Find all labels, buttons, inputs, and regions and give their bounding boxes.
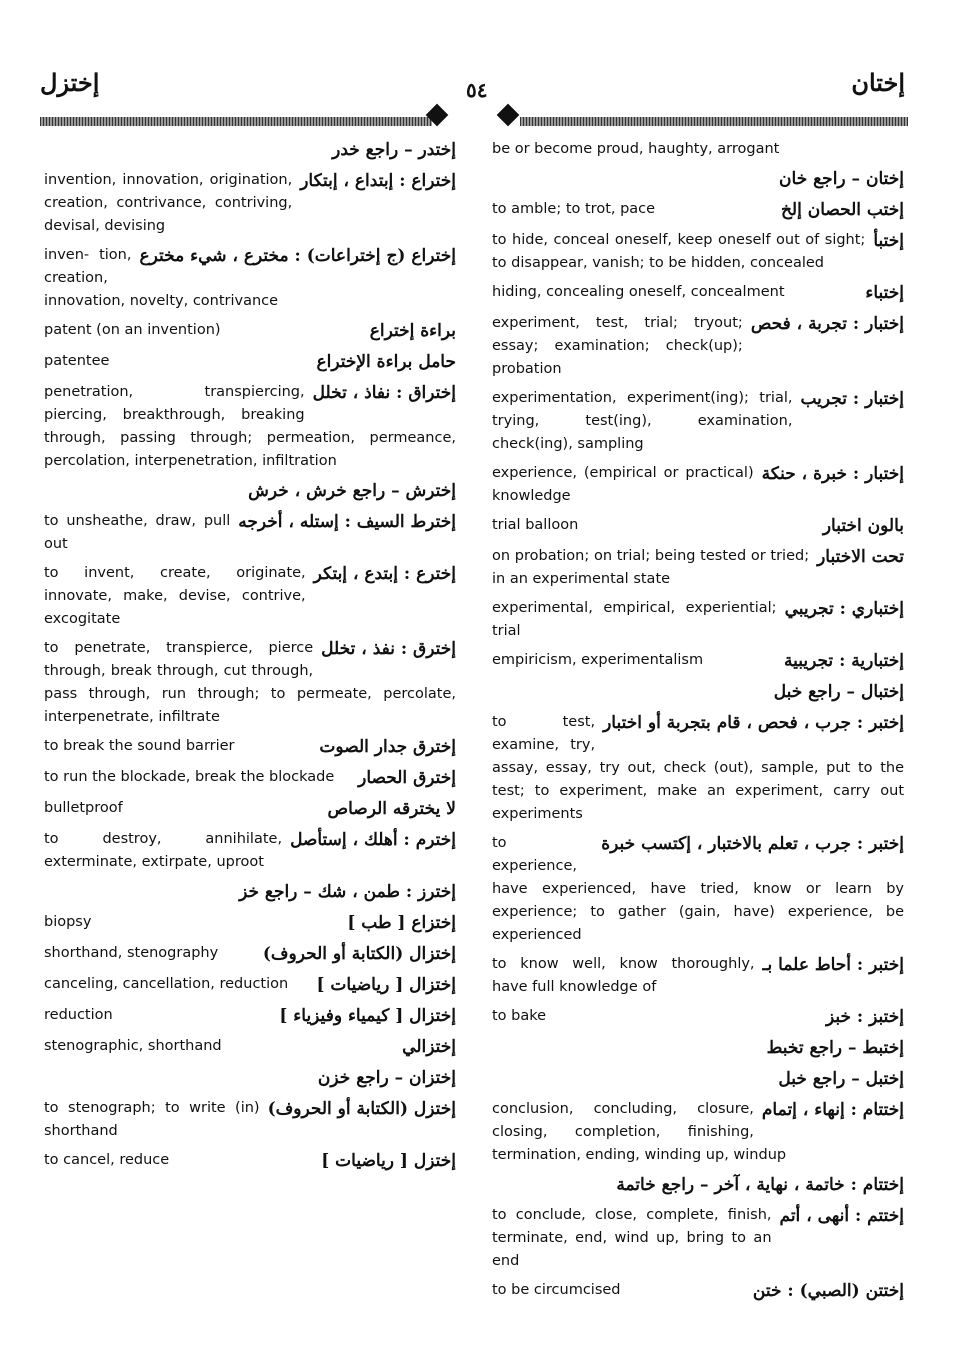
english-definition: to bake: [492, 1008, 547, 1024]
arabic-headword: إختزل (الكتابة أو الحروف): [267, 1099, 456, 1119]
arabic-headword: إخترز : طمن ، شك – راجع خز: [239, 882, 456, 902]
english-definition: experience, (empirical or practical) knowledge: [492, 465, 754, 504]
arabic-headword: إختبار : خبرة ، حنكة: [761, 464, 904, 484]
english-definition: to break the sound barrier: [44, 738, 235, 754]
dictionary-entry: [44, 797, 456, 822]
english-definition: to be circumcised: [492, 1282, 621, 1298]
arabic-headword: حامل براءة الإختراع: [316, 352, 456, 372]
dictionary-entry: [492, 229, 904, 275]
left-column: [44, 138, 456, 1180]
english-definition: invention, innovation, origination, creation, contrivance, contriving, devisal, devising: [44, 172, 293, 234]
arabic-headword: إختبارية : تجريبية: [783, 651, 904, 671]
dictionary-entry: [44, 510, 456, 556]
english-definition: to penetrate, transpierce, pierce through, break through, cut through, pass through, run through; to permeate, percolate, interpenetrate, infiltrate: [44, 640, 456, 725]
dictionary-entry: [44, 1097, 456, 1143]
arabic-headword: إخترق الحصار: [358, 768, 456, 788]
dictionary-entry: [492, 649, 904, 674]
english-definition: inven- tion, creation, innovation, novelty, contrivance: [44, 247, 279, 309]
dictionary-entry: [492, 1279, 904, 1304]
dictionary-entry: [492, 312, 904, 381]
english-definition: to conclude, close, complete, finish, terminate, end, wind up, bring to an end: [492, 1207, 772, 1269]
arabic-headword: إختبر : أحاط علما بـ: [762, 955, 904, 975]
arabic-headword: إخترق : نفذ ، تخلل: [321, 639, 456, 659]
arabic-headword: إختباء: [865, 283, 904, 303]
english-definition: shorthand, stenography: [44, 945, 219, 961]
arabic-headword: إختبار : تجربة ، فحص: [750, 314, 904, 334]
arabic-headword: إختزالي: [402, 1037, 456, 1057]
dictionary-entry: [44, 319, 456, 344]
english-definition: to unsheathe, draw, pull out: [44, 513, 231, 552]
english-definition: to destroy, annihilate, exterminate, extirpate, uproot: [44, 831, 283, 870]
dictionary-entry: [492, 711, 904, 826]
english-definition: to experience, have experienced, have tried, know or learn by experience; to gather (gain, have) experience, be experienced: [492, 835, 904, 943]
arabic-headword: إختراق : نفاذ ، تخلل: [312, 383, 456, 403]
arabic-headword: إختراع : إبتداع ، إبتكار: [300, 171, 456, 191]
dictionary-entry: [492, 545, 904, 591]
dictionary-entry: [44, 1066, 456, 1091]
arabic-headword: إختبز : خبز: [825, 1007, 904, 1027]
arabic-headword: إختدر – راجع خدر: [332, 140, 456, 160]
english-definition: patentee: [44, 353, 110, 369]
dictionary-entry: [44, 169, 456, 238]
english-definition: trial balloon: [492, 517, 579, 533]
right-column: [492, 138, 904, 1310]
dictionary-entry: [492, 514, 904, 539]
english-definition: conclusion, concluding, closure, closing, completion, finishing, termination, ending, winding up, windup: [492, 1101, 787, 1163]
dictionary-entry: [44, 880, 456, 905]
dictionary-entry: [44, 828, 456, 874]
dictionary-entry: [44, 244, 456, 313]
dictionary-entry: [44, 637, 456, 729]
arabic-headword: إختبأ: [873, 231, 904, 251]
arabic-headword: إخترع : إبتدع ، إبتكر: [313, 564, 456, 584]
english-definition: to cancel, reduce: [44, 1152, 170, 1168]
arabic-headword: إختزان – راجع خزن: [317, 1068, 456, 1088]
arabic-headword: تحت الاختبار: [817, 547, 904, 567]
english-definition: biopsy: [44, 914, 92, 930]
english-definition: on probation; on trial; being tested or tried; in an experimental state: [492, 548, 810, 587]
dictionary-entry: [492, 1036, 904, 1061]
arabic-headword: إختب الحصان إلخ: [780, 200, 904, 220]
dictionary-entry: [44, 1004, 456, 1029]
dictionary-entry: [492, 167, 904, 192]
arabic-headword: إختزال (الكتابة أو الحروف): [262, 944, 456, 964]
dictionary-entry: [492, 680, 904, 705]
arabic-headword: إختزال [ رياضيات ]: [316, 975, 456, 995]
english-definition: patent (on an invention): [44, 322, 221, 338]
arabic-headword: إختبال – راجع خبل: [773, 682, 904, 702]
english-definition: experimental, empirical, experiential; trial: [492, 600, 777, 639]
arabic-headword: إختتم : أنهى ، أتم: [779, 1206, 904, 1226]
page-number: ٥٤: [466, 78, 488, 102]
arabic-headword: إختبر : جرب ، فحص ، قام بتجربة أو اختبار: [603, 713, 904, 733]
dictionary-entry: [44, 911, 456, 936]
dictionary-entry: [44, 1149, 456, 1174]
english-definition: experimentation, experiment(ing); trial, trying, test(ing), examination, check(ing), sampling: [492, 390, 793, 452]
running-head-left: إختزل: [40, 68, 100, 97]
dictionary-entry: [44, 562, 456, 631]
header-rule-right: [520, 117, 908, 126]
english-definition: stenographic, shorthand: [44, 1038, 222, 1054]
arabic-headword: إختزاع [ طب ]: [347, 913, 456, 933]
english-definition: be or become proud, haughty, arrogant: [492, 141, 780, 157]
english-definition: hiding, concealing oneself, concealment: [492, 284, 785, 300]
arabic-headword: إخترق جدار الصوت: [319, 737, 456, 757]
english-definition: canceling, cancellation, reduction: [44, 976, 289, 992]
header-rule-left: [40, 117, 432, 126]
dictionary-entry: [44, 381, 456, 473]
dictionary-entry: [492, 597, 904, 643]
dictionary-entry: [492, 138, 904, 161]
dictionary-entry: [492, 1204, 904, 1273]
dictionary-entry: [44, 350, 456, 375]
english-definition: experiment, test, trial; tryout; essay; examination; check(up); probation: [492, 315, 743, 377]
dictionary-entry: [44, 973, 456, 998]
diamond-ornament-right: [497, 104, 520, 127]
english-definition: reduction: [44, 1007, 113, 1023]
running-head-right: إختان: [851, 68, 905, 97]
dictionary-entry: [492, 1005, 904, 1030]
english-definition: to invent, create, originate, innovate, make, devise, contrive, excogitate: [44, 565, 306, 627]
dictionary-entry: [492, 832, 904, 947]
arabic-headword: إختباري : تجريبي: [784, 599, 904, 619]
arabic-headword: إختزل [ رياضيات ]: [321, 1151, 456, 1171]
dictionary-entry: [492, 281, 904, 306]
english-definition: to run the blockade, break the blockade: [44, 769, 335, 785]
dictionary-entry: [492, 1173, 904, 1198]
english-definition: to hide, conceal oneself, keep oneself out of sight; to disappear, vanish; to be hidden, concealed: [492, 232, 866, 271]
arabic-headword: براءة إختراع: [369, 321, 456, 341]
arabic-headword: إختراع (ج إختراعات) : مخترع ، شيء مخترع: [139, 246, 456, 266]
arabic-headword: بالون اختبار: [822, 516, 904, 536]
arabic-headword: إختان – راجع خان: [779, 169, 904, 189]
english-definition: to test, examine, try, assay, essay, try out, check (out), sample, put to the test; to experiment, make an experiment, carry out experiments: [492, 714, 904, 822]
arabic-headword: لا يخترقه الرصاص: [327, 799, 456, 819]
dictionary-entry: [44, 1035, 456, 1060]
arabic-headword: إختبط – راجع تخبط: [766, 1038, 904, 1058]
dictionary-entry: [492, 462, 904, 508]
dictionary-entry: [44, 138, 456, 163]
arabic-headword: إختبل – راجع خبل: [778, 1069, 904, 1089]
dictionary-entry: [492, 1067, 904, 1092]
dictionary-entry: [492, 953, 904, 999]
english-definition: penetration, transpiercing, piercing, breakthrough, breaking through, passing through; permeation, permeance, percolation, interpenetration, infiltration: [44, 384, 456, 469]
dictionary-entry: [492, 1098, 904, 1167]
english-definition: bulletproof: [44, 800, 123, 816]
english-definition: to know well, know thoroughly, have full knowledge of: [492, 956, 755, 995]
arabic-headword: إختتن (الصبي) : ختن: [752, 1281, 904, 1301]
arabic-headword: إختبار : تجريب: [800, 389, 904, 409]
arabic-headword: إختبر : جرب ، تعلم بالاختبار ، إكتسب خبرة: [601, 834, 904, 854]
arabic-headword: إخترم : أهلك ، إستأصل: [290, 830, 456, 850]
dictionary-entry: [492, 387, 904, 456]
dictionary-entry: [44, 479, 456, 504]
english-definition: to amble; to trot, pace: [492, 201, 656, 217]
english-definition: empiricism, experimentalism: [492, 652, 704, 668]
arabic-headword: إختتام : إنهاء ، إتمام: [761, 1100, 904, 1120]
arabic-headword: إختتام : خاتمة ، نهاية ، آخر – راجع خاتمة: [616, 1175, 904, 1195]
arabic-headword: إخترط السيف : إستله ، أخرجه: [238, 512, 456, 532]
dictionary-entry: [492, 198, 904, 223]
dictionary-entry: [44, 735, 456, 760]
arabic-headword: إختزال [ كيمياء وفيزياء ]: [279, 1006, 456, 1026]
arabic-headword: إخترش – راجع خرش ، خرش: [248, 481, 456, 501]
dictionary-entry: [44, 766, 456, 791]
english-definition: to stenograph; to write (in) shorthand: [44, 1100, 260, 1139]
dictionary-entry: [44, 942, 456, 967]
